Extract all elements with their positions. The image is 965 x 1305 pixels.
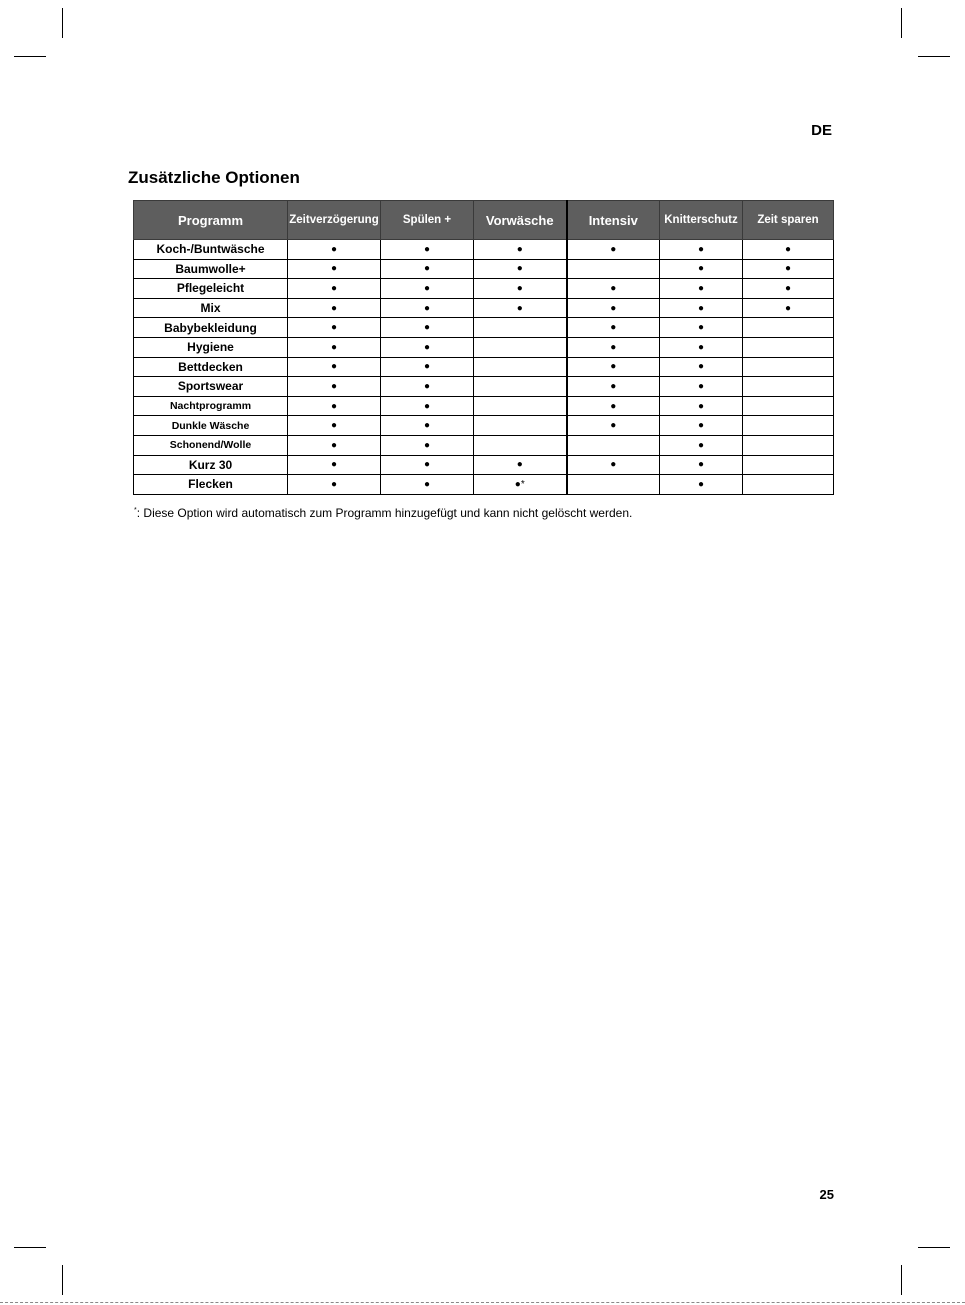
program-name-cell: Nachtprogramm	[134, 396, 288, 416]
column-header-spuelen-plus: Spülen +	[381, 201, 474, 240]
option-cell: ●	[288, 455, 381, 475]
crop-mark	[62, 1265, 63, 1295]
crop-mark	[14, 1247, 46, 1248]
option-cell: ●	[381, 435, 474, 455]
option-cell: ●	[474, 279, 567, 299]
crop-mark	[901, 8, 902, 38]
option-cell	[743, 435, 834, 455]
option-cell: ●	[474, 240, 567, 260]
program-name-cell: Babybekleidung	[134, 318, 288, 338]
crop-mark	[918, 56, 950, 57]
program-name-cell: Baumwolle+	[134, 259, 288, 279]
option-cell: ●	[567, 337, 660, 357]
option-cell	[743, 357, 834, 377]
option-cell: ●	[474, 259, 567, 279]
footnote	[134, 506, 632, 520]
option-cell: ●	[474, 298, 567, 318]
table-row	[134, 318, 834, 338]
option-cell	[743, 337, 834, 357]
language-label: DE	[811, 122, 832, 139]
option-cell	[743, 318, 834, 338]
option-cell: ●	[660, 455, 743, 475]
option-cell: ●	[567, 396, 660, 416]
crop-mark	[918, 1247, 950, 1248]
table-row	[134, 298, 834, 318]
table-row	[134, 455, 834, 475]
option-cell: ●	[288, 259, 381, 279]
option-cell: ●	[660, 435, 743, 455]
option-cell: ●	[381, 259, 474, 279]
table-row	[134, 377, 834, 397]
option-cell: ●	[474, 455, 567, 475]
option-cell: ●	[567, 318, 660, 338]
option-cell: ●	[288, 357, 381, 377]
table-row	[134, 357, 834, 377]
option-cell: ●	[381, 279, 474, 299]
column-header-zeitverzoegerung: Zeitverzögerung	[288, 201, 381, 240]
option-cell: ●	[381, 318, 474, 338]
option-cell	[474, 416, 567, 436]
option-cell: ●	[381, 416, 474, 436]
program-name-cell: Sportswear	[134, 377, 288, 397]
option-cell	[567, 475, 660, 495]
table-row	[134, 240, 834, 260]
table-row	[134, 279, 834, 299]
footnote-text: : Diese Option wird automatisch zum Programm hinzugefügt und kann nicht gelöscht werden.	[136, 506, 633, 520]
options-table	[133, 200, 834, 495]
option-cell: ●	[567, 240, 660, 260]
option-cell	[474, 357, 567, 377]
option-cell: ●	[288, 396, 381, 416]
option-cell: ●	[288, 318, 381, 338]
table-header-row	[134, 201, 834, 240]
program-name-cell: Flecken	[134, 475, 288, 495]
option-cell: ●	[743, 298, 834, 318]
page-trim-line	[0, 1302, 965, 1303]
section-title: Zusätzliche Optionen	[128, 168, 300, 187]
column-header-zeit-sparen: Zeit sparen	[743, 201, 834, 240]
option-cell: ●	[288, 475, 381, 495]
footnote-marker: *	[134, 507, 137, 514]
option-cell: ●	[660, 240, 743, 260]
option-cell	[474, 396, 567, 416]
table-row	[134, 396, 834, 416]
option-cell: ●	[288, 279, 381, 299]
option-cell: ●	[567, 279, 660, 299]
option-cell: ●	[743, 240, 834, 260]
option-cell: ●	[567, 377, 660, 397]
option-cell	[567, 435, 660, 455]
table-row	[134, 475, 834, 495]
crop-mark	[62, 8, 63, 38]
option-cell: ●	[288, 416, 381, 436]
option-cell	[743, 377, 834, 397]
option-cell	[474, 377, 567, 397]
program-name-cell: Kurz 30	[134, 455, 288, 475]
crop-mark	[14, 56, 46, 57]
table-row	[134, 337, 834, 357]
option-cell: ●	[288, 435, 381, 455]
option-cell: ●	[381, 377, 474, 397]
option-cell	[743, 455, 834, 475]
option-cell: ●	[660, 259, 743, 279]
column-header-vorwaesche: Vorwäsche	[474, 201, 567, 240]
option-cell: ●	[660, 377, 743, 397]
program-name-cell: Dunkle Wäsche	[134, 416, 288, 436]
option-cell: ●	[660, 475, 743, 495]
option-cell: ●	[381, 455, 474, 475]
option-cell: ●	[743, 279, 834, 299]
crop-mark	[901, 1265, 902, 1295]
option-cell: ●	[288, 377, 381, 397]
option-cell	[743, 416, 834, 436]
program-name-cell: Pflegeleicht	[134, 279, 288, 299]
option-cell: ●	[743, 259, 834, 279]
option-cell: ●	[660, 298, 743, 318]
table-row	[134, 435, 834, 455]
option-cell: ●	[660, 337, 743, 357]
program-name-cell: Mix	[134, 298, 288, 318]
program-name-cell: Bettdecken	[134, 357, 288, 377]
option-cell	[474, 337, 567, 357]
option-cell: ●	[381, 357, 474, 377]
option-cell: ●	[381, 337, 474, 357]
option-cell: ●	[660, 318, 743, 338]
option-cell: ●	[567, 357, 660, 377]
option-cell	[743, 396, 834, 416]
option-cell	[567, 259, 660, 279]
option-cell: ●	[381, 475, 474, 495]
option-cell: ●	[660, 416, 743, 436]
page-number: 25	[819, 1187, 834, 1202]
option-cell	[474, 435, 567, 455]
column-header-intensiv: Intensiv	[567, 201, 660, 240]
program-name-cell: Koch-/Buntwäsche	[134, 240, 288, 260]
option-cell: ●*	[474, 475, 567, 495]
table-row	[134, 259, 834, 279]
option-cell	[474, 318, 567, 338]
program-name-cell: Hygiene	[134, 337, 288, 357]
option-cell: ●	[660, 357, 743, 377]
option-cell: ●	[288, 298, 381, 318]
table-row	[134, 416, 834, 436]
option-cell: ●	[660, 396, 743, 416]
option-cell: ●	[567, 298, 660, 318]
option-cell: ●	[381, 396, 474, 416]
option-cell: ●	[567, 416, 660, 436]
option-cell: ●	[288, 240, 381, 260]
column-header-knitterschutz: Knitterschutz	[660, 201, 743, 240]
option-cell: ●	[381, 240, 474, 260]
option-cell: ●	[288, 337, 381, 357]
option-cell	[743, 475, 834, 495]
option-cell: ●	[567, 455, 660, 475]
option-cell: ●	[381, 298, 474, 318]
program-name-cell: Schonend/Wolle	[134, 435, 288, 455]
option-cell: ●	[660, 279, 743, 299]
column-header-programm: Programm	[134, 201, 288, 240]
